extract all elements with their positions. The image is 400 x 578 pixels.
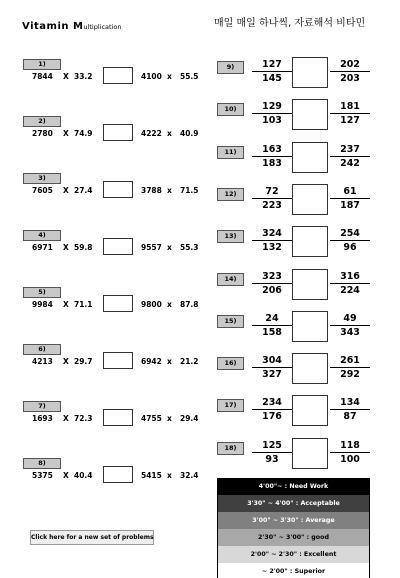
problem-number-label: 7) — [38, 402, 46, 410]
left-value-b: 71.1 — [74, 300, 93, 309]
numerator: 118 — [340, 439, 360, 451]
problem-number-label: 6) — [38, 345, 46, 353]
problem-number: 11) — [217, 146, 244, 159]
problem-number — [23, 344, 61, 355]
times-sign: x — [167, 300, 172, 309]
answer-box[interactable] — [103, 352, 133, 369]
legend-row: 3'30" ~ 4'00" : Acceptable — [217, 495, 370, 512]
numerator: 324 — [262, 228, 282, 240]
times-sign: x — [167, 243, 172, 252]
times-sign: x — [167, 72, 172, 81]
right-fraction — [330, 59, 370, 84]
right-fraction — [330, 101, 370, 126]
times-sign: X — [63, 471, 69, 480]
answer-box[interactable] — [292, 57, 328, 88]
answer-box[interactable] — [103, 238, 133, 255]
numerator: 163 — [262, 143, 282, 155]
left-fraction — [252, 440, 292, 465]
left-fraction — [252, 228, 292, 253]
numerator: 304 — [262, 355, 282, 367]
left-value-b: 40.4 — [74, 471, 93, 480]
left-value-b: 74.9 — [74, 129, 93, 138]
left-fraction — [252, 313, 292, 338]
times-sign: X — [63, 300, 69, 309]
times-sign: X — [63, 72, 69, 81]
denominator: 206 — [262, 284, 282, 296]
problem-number: 14) — [217, 273, 244, 286]
right-fraction — [330, 271, 370, 296]
numerator: 181 — [340, 101, 360, 113]
answer-box[interactable] — [103, 466, 133, 483]
answer-box[interactable] — [103, 409, 133, 426]
answer-box[interactable] — [292, 226, 328, 257]
problem-number: 17) — [217, 399, 244, 412]
denominator: 87 — [343, 411, 357, 423]
times-sign: x — [167, 357, 172, 366]
timing-legend — [217, 478, 370, 578]
denominator: 224 — [340, 284, 360, 296]
right-value-c: 3788 — [141, 186, 162, 195]
legend-row: ~ 2'00" : Superior — [217, 563, 370, 578]
right-value-d: 71.5 — [180, 186, 199, 195]
problem-number-label: 4) — [38, 231, 46, 239]
denominator: 223 — [262, 199, 282, 211]
left-value-a: 1693 — [32, 414, 53, 423]
problem-number-label: 1) — [38, 60, 46, 68]
times-sign: X — [63, 129, 69, 138]
problem-number — [23, 287, 61, 298]
right-value-c: 9557 — [141, 243, 162, 252]
right-fraction — [330, 440, 370, 465]
right-fraction — [330, 228, 370, 253]
denominator: 327 — [262, 369, 282, 381]
denominator: 292 — [340, 369, 360, 381]
answer-box[interactable] — [292, 311, 328, 342]
problem-number: 16) — [217, 357, 244, 370]
answer-box[interactable] — [292, 353, 328, 384]
legend-row: 4'00"~ : Need Work — [217, 478, 370, 495]
left-value-a: 9984 — [32, 300, 53, 309]
times-sign: x — [167, 186, 172, 195]
denominator: 127 — [340, 115, 360, 127]
left-value-a: 7844 — [32, 72, 53, 81]
numerator: 24 — [265, 312, 279, 324]
right-value-d: 29.4 — [180, 414, 199, 423]
left-value-a: 5375 — [32, 471, 53, 480]
problem-number: 10) — [217, 103, 244, 116]
times-sign: X — [63, 414, 69, 423]
problem-number: 9) — [217, 61, 244, 74]
problem-number — [23, 59, 61, 70]
problem-number-label: 5) — [38, 288, 46, 296]
problem-number: 12) — [217, 188, 244, 201]
legend-row: 2'00" ~ 2'30" : Excellent — [217, 546, 370, 563]
denominator: 132 — [262, 242, 282, 254]
right-value-c: 4755 — [141, 414, 162, 423]
times-sign: x — [167, 414, 172, 423]
answer-box[interactable] — [292, 438, 328, 469]
left-fraction — [252, 144, 292, 169]
problem-number: 15) — [217, 315, 244, 328]
answer-box[interactable] — [292, 395, 328, 426]
left-fraction — [252, 271, 292, 296]
denominator: 158 — [262, 326, 282, 338]
right-value-c: 6942 — [141, 357, 162, 366]
numerator: 202 — [340, 59, 360, 70]
left-value-b: 27.4 — [74, 186, 93, 195]
denominator: 242 — [340, 157, 360, 169]
new-problems-button[interactable]: Click here for a new set of problems — [30, 530, 154, 545]
problem-number — [23, 458, 61, 469]
answer-box[interactable] — [292, 184, 328, 215]
problem-number — [23, 116, 61, 127]
right-value-d: 55.3 — [180, 243, 199, 252]
left-value-a: 6971 — [32, 243, 53, 252]
right-value-c: 4222 — [141, 129, 162, 138]
left-value-b: 29.7 — [74, 357, 93, 366]
numerator: 134 — [340, 397, 360, 409]
denominator: 203 — [340, 73, 360, 84]
legend-row: 2'30" ~ 3'00" : good — [217, 529, 370, 546]
numerator: 61 — [343, 185, 357, 197]
right-fraction — [330, 397, 370, 422]
denominator: 343 — [340, 326, 360, 338]
times-sign: X — [63, 243, 69, 252]
numerator: 49 — [343, 312, 357, 324]
problem-number — [23, 173, 61, 184]
right-value-d: 21.2 — [180, 357, 199, 366]
numerator: 237 — [340, 143, 360, 155]
left-value-a: 2780 — [32, 129, 53, 138]
problem-number — [23, 401, 61, 412]
worksheet-title — [22, 14, 121, 33]
left-value-b: 33.2 — [74, 72, 93, 81]
right-value-d: 32.4 — [180, 471, 199, 480]
answer-box[interactable] — [292, 142, 328, 173]
legend-row: 3'00" ~ 3'30" : Average — [217, 512, 370, 529]
times-sign: x — [167, 471, 172, 480]
left-value-b: 72.3 — [74, 414, 93, 423]
denominator: 96 — [343, 242, 357, 254]
right-value-d: 87.8 — [180, 300, 199, 309]
problem-number: 18) — [217, 442, 244, 455]
right-fraction — [330, 144, 370, 169]
denominator: 100 — [340, 453, 360, 465]
problem-number-label: 2) — [38, 117, 46, 125]
times-sign: X — [63, 186, 69, 195]
right-fraction — [330, 313, 370, 338]
right-value-d: 40.9 — [180, 129, 199, 138]
left-fraction — [252, 355, 292, 380]
left-fraction — [252, 397, 292, 422]
title-prefix: Vitamin M — [22, 21, 84, 32]
numerator: 316 — [340, 270, 360, 282]
answer-box[interactable] — [292, 269, 328, 300]
denominator: 187 — [340, 199, 360, 211]
answer-box[interactable] — [103, 181, 133, 198]
right-value-c: 9800 — [141, 300, 162, 309]
left-value-a: 4213 — [32, 357, 53, 366]
answer-box[interactable] — [292, 99, 328, 130]
times-sign: X — [63, 357, 69, 366]
numerator: 127 — [262, 59, 282, 70]
answer-box[interactable] — [103, 124, 133, 141]
left-fraction — [252, 186, 292, 211]
numerator: 254 — [340, 228, 360, 240]
title-suffix: ultiplication — [83, 23, 122, 31]
problem-number — [23, 230, 61, 241]
problem-number-label: 3) — [38, 174, 46, 182]
left-value-b: 59.8 — [74, 243, 93, 252]
right-value-c: 5415 — [141, 471, 162, 480]
korean-subtitle: 매일 매일 하나씩, 자료해석 비타민 — [214, 18, 366, 29]
denominator: 145 — [262, 73, 282, 84]
left-fraction — [252, 101, 292, 126]
right-fraction — [330, 186, 370, 211]
denominator: 103 — [262, 115, 282, 127]
problem-number: 13) — [217, 230, 244, 243]
numerator: 125 — [262, 439, 282, 451]
numerator: 261 — [340, 355, 360, 367]
denominator: 183 — [262, 157, 282, 169]
answer-box[interactable] — [103, 67, 133, 84]
numerator: 129 — [262, 101, 282, 113]
right-value-d: 55.5 — [180, 72, 199, 81]
left-fraction — [252, 59, 292, 84]
right-fraction — [330, 355, 370, 380]
problem-number-label: 8) — [38, 459, 46, 467]
denominator: 176 — [262, 411, 282, 423]
denominator: 93 — [265, 453, 279, 465]
numerator: 323 — [262, 270, 282, 282]
times-sign: x — [167, 129, 172, 138]
left-value-a: 7605 — [32, 186, 53, 195]
right-value-c: 4100 — [141, 72, 162, 81]
numerator: 234 — [262, 397, 282, 409]
answer-box[interactable] — [103, 295, 133, 312]
numerator: 72 — [265, 185, 279, 197]
